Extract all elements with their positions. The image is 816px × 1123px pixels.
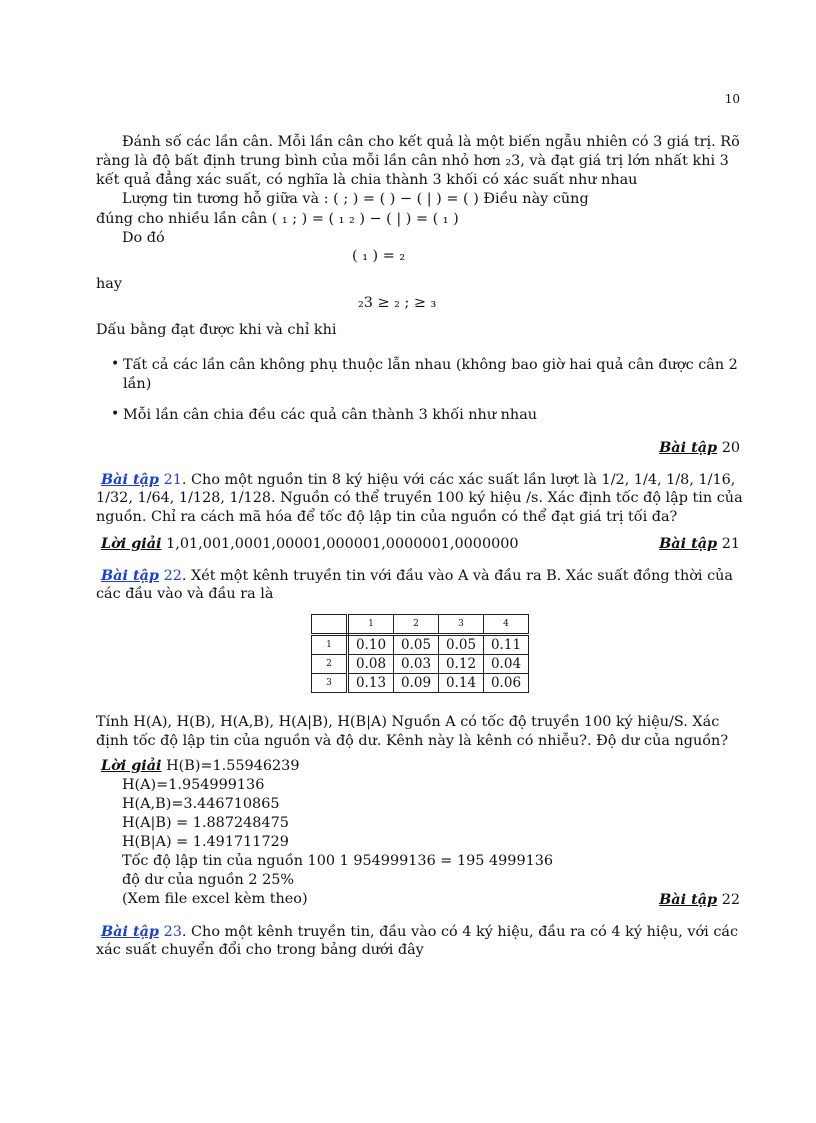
exercise-label: Bài tập	[659, 439, 718, 456]
page-number: 10	[724, 92, 740, 106]
exercise-23-number[interactable]: 23	[163, 924, 182, 940]
table-cell: 0.11	[484, 635, 529, 655]
exercise-21-number[interactable]: 21	[163, 472, 182, 488]
solution-line: H(A)=1.954999136	[122, 777, 265, 793]
exercise-22-solution	[101, 756, 299, 776]
row-header: 2	[312, 655, 348, 674]
column-header: 1	[348, 615, 394, 635]
table-cell: 0.05	[439, 635, 484, 655]
solution-line: H(B|A) = 1.491711729	[122, 834, 289, 850]
row-header: 3	[312, 674, 348, 693]
table-cell: 0.13	[348, 674, 394, 693]
solution-text: 1,01,001,0001,00001,000001,0000001,0000000	[166, 536, 519, 552]
table-cell: 0.05	[394, 635, 439, 655]
table-cell: 0.04	[484, 655, 529, 674]
do-do-text: Do đó	[122, 230, 165, 246]
table-header-row	[312, 615, 529, 635]
bullet-icon: •	[111, 406, 120, 422]
bullet-1-line2: lần)	[123, 376, 152, 392]
table-row	[312, 655, 529, 674]
exercise-22-line1	[101, 566, 733, 586]
bullet-1-line1: Tất cả các lần cân không phụ thuộc lẫn nhau (không bao giờ hai quả cân được cân 2	[123, 357, 738, 373]
solution-line: (Xem file excel kèm theo)	[122, 891, 308, 907]
solution-label: Lời giải	[101, 535, 162, 552]
solution-first-line: H(B)=1.55946239	[166, 758, 300, 774]
table-cell: 0.03	[394, 655, 439, 674]
bullet-2-line1: Mỗi lần cân chia đều các quả cân thành 3 khối như nhau	[123, 407, 538, 423]
table-corner	[312, 615, 348, 635]
table-row	[312, 674, 529, 693]
bullet-icon: •	[111, 356, 120, 372]
solution-label: Lời giải	[101, 757, 162, 774]
table-cell: 0.09	[394, 674, 439, 693]
exercise-22-text: . Xét một kênh truyền tin với đầu vào A và đầu ra B. Xác suất đồng thời của	[181, 568, 733, 584]
para2-line2: đúng cho nhiều lần cân ( ₁ ; ) = ( ₁ ₂ ) − ( | ) = ( ₁ )	[96, 211, 459, 227]
exercise-23-text: . Cho một kênh truyền tin, đầu vào có 4 ký hiệu, đầu ra có 4 ký hiệu, với các	[181, 924, 739, 940]
exercise-label: Bài tập	[659, 891, 718, 908]
para2-line1: Lượng tin tương hỗ giữa và : ( ; ) = ( ) − ( | ) = ( ) Điều này cũng	[122, 191, 589, 207]
exercise-20-end	[659, 438, 740, 458]
row-header: 1	[312, 635, 348, 655]
column-header: 4	[484, 615, 529, 635]
exercise-number: 21	[721, 536, 740, 552]
table-cell: 0.06	[484, 674, 529, 693]
equality-condition: Dấu bằng đạt được khi và chỉ khi	[96, 322, 337, 338]
exercise-21-line3: nguồn. Chỉ ra cách mã hóa để tốc độ lập tin của nguồn có thể đạt giá trị tối đa?	[96, 509, 678, 525]
table-row	[312, 635, 529, 655]
exercise-21-link[interactable]: Bài tập	[101, 471, 159, 488]
solution-line: độ dư của nguồn 2 25%	[122, 872, 295, 888]
exercise-22-line2: các đầu vào và đầu ra là	[96, 586, 274, 602]
joint-probability-table	[311, 614, 529, 693]
exercise-22-end	[659, 890, 740, 910]
exercise-number: 20	[721, 440, 740, 456]
exercise-label: Bài tập	[659, 535, 718, 552]
exercise-21-line2: 1/32, 1/64, 1/128, 1/128. Nguồn có thể truyền 100 ký hiệu /s. Xác định tốc độ lập tin của	[96, 490, 743, 506]
formula-2: ₂3 ≥ ₂ ; ≥ ₃	[358, 295, 437, 311]
formula-1: ( ₁ ) = ₂	[352, 248, 406, 264]
exercise-23-line1	[101, 922, 738, 942]
exercise-23-line2: xác suất chuyển đổi cho trong bảng dưới đây	[96, 942, 424, 958]
exercise-22-after1: Tính H(A), H(B), H(A,B), H(A|B), H(B|A) Nguồn A có tốc độ truyền 100 ký hiệu/S. Xác	[96, 714, 720, 730]
exercise-number: 22	[721, 892, 740, 908]
solution-line: H(A|B) = 1.887248475	[122, 815, 289, 831]
exercise-21-solution	[101, 534, 519, 554]
column-header: 3	[439, 615, 484, 635]
exercise-21-text: . Cho một nguồn tin 8 ký hiệu với các xác suất lần lượt là 1/2, 1/4, 1/8, 1/16,	[181, 472, 736, 488]
exercise-22-number[interactable]: 22	[163, 568, 182, 584]
para1-line1: Đánh số các lần cân. Mỗi lần cân cho kết quả là một biến ngẫu nhiên có 3 giá trị. Rõ	[122, 134, 740, 150]
column-header: 2	[394, 615, 439, 635]
exercise-21-end	[659, 534, 740, 554]
solution-line: Tốc độ lập tin của nguồn 100 1 954999136 = 195 4999136	[122, 853, 554, 869]
exercise-23-link[interactable]: Bài tập	[101, 923, 159, 940]
exercise-21-line1	[101, 470, 735, 490]
hay-text: hay	[96, 276, 122, 292]
table-cell: 0.10	[348, 635, 394, 655]
para1-line3: kết quả đẳng xác suất, có nghĩa là chia thành 3 khối có xác suất như nhau	[96, 172, 638, 188]
exercise-22-after2: định tốc độ lập tin của nguồn và độ dư. Kênh này là kênh có nhiễu?. Độ dư của nguồn?	[96, 733, 729, 749]
exercise-22-link[interactable]: Bài tập	[101, 567, 159, 584]
table-cell: 0.08	[348, 655, 394, 674]
table-cell: 0.14	[439, 674, 484, 693]
solution-line: H(A,B)=3.446710865	[122, 796, 280, 812]
table-cell: 0.12	[439, 655, 484, 674]
para1-line2: ràng là độ bất định trung bình của mỗi lần cân nhỏ hơn ₂3, và đạt giá trị lớn nhất khi 3	[96, 153, 729, 169]
